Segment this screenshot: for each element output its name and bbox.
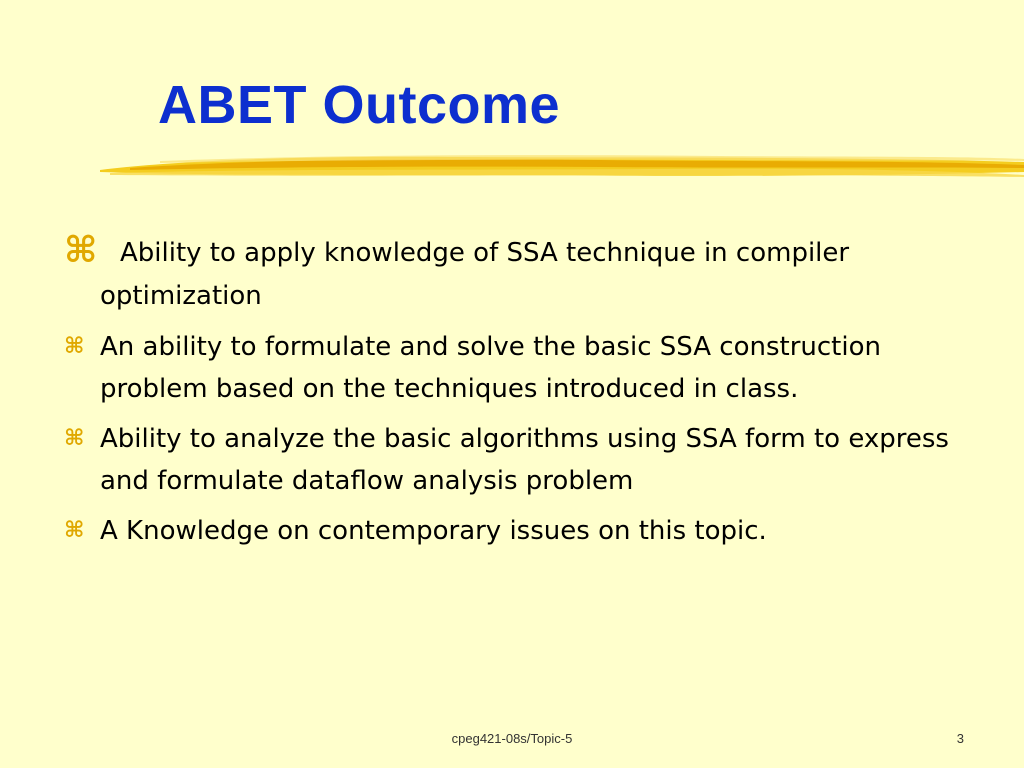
list-item	[64, 232, 964, 318]
bullet-text: Ability to apply knowledge of SSA technique in compiler optimization	[100, 238, 850, 311]
bullet-text: Ability to analyze the basic algorithms using SSA form to express and formulate dataflow analysis problem	[100, 424, 949, 496]
list-item	[64, 418, 964, 502]
command-key-icon: ⌘	[64, 518, 85, 543]
footer-text: cpeg421-08s/Topic-5	[451, 731, 573, 746]
list-item	[64, 326, 964, 410]
page-number: 3	[956, 731, 964, 746]
bullet-list	[64, 232, 964, 560]
list-item	[64, 510, 964, 552]
command-key-icon: ⌘	[64, 230, 98, 271]
bullet-text: A Knowledge on contemporary issues on this topic.	[100, 516, 767, 546]
slide-title: ABET Outcome	[158, 75, 561, 135]
bullet-text: An ability to formulate and solve the basic SSA construction problem based on the techniques introduced in class.	[100, 332, 881, 404]
command-key-icon: ⌘	[64, 426, 85, 451]
brush-stroke-divider	[100, 148, 1024, 188]
command-key-icon: ⌘	[64, 334, 85, 359]
